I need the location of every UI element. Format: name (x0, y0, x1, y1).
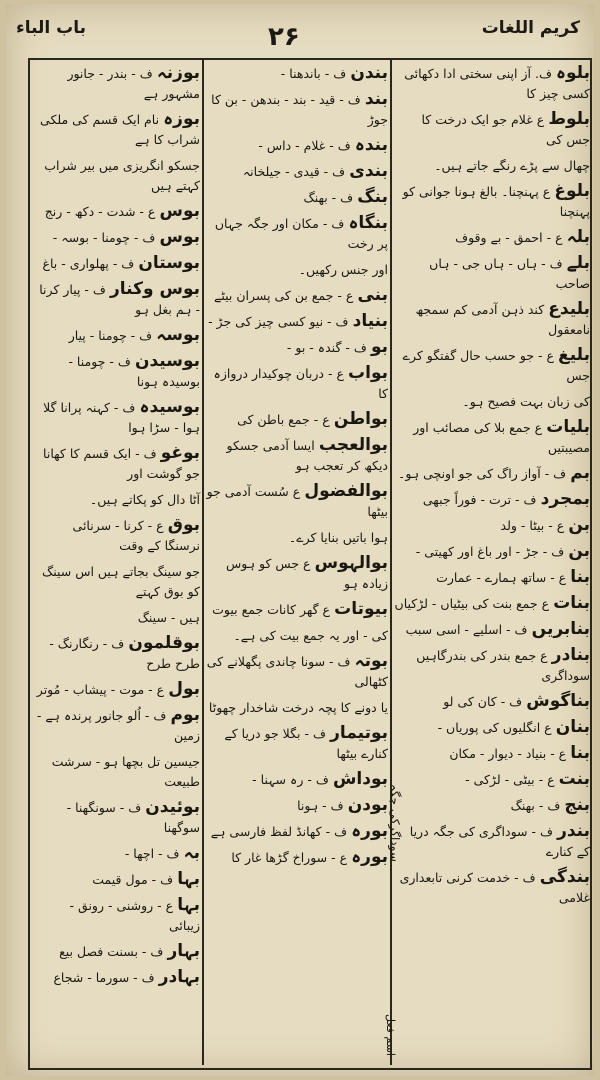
dictionary-entry (394, 300, 590, 340)
dictionary-entry (206, 136, 388, 156)
entry-definition: جو سینگ بجاتے ہیں اس سینگ کو بوق کہتے (42, 564, 200, 599)
dictionary-entry (36, 202, 200, 222)
dictionary-entry (394, 228, 590, 248)
dictionary-entry (36, 352, 200, 392)
dictionary-entry (394, 796, 590, 816)
entry-headword: بورہ (351, 847, 388, 867)
entry-definition: ع - جمع باطن کی (237, 412, 330, 427)
dictionary-entry (36, 680, 200, 700)
dictionary-entry (394, 464, 590, 484)
entry-definition: ف - بگلا جو دریا کے کنارے بیٹھا (224, 726, 388, 761)
dictionary-entry (394, 392, 590, 412)
entry-definition: جسکو انگریزی میں بیر شراب کہتے ہیں (44, 158, 200, 193)
entry-headword: بندر (557, 821, 590, 841)
entry-definition: ع - شدت - دکھ - رنج (44, 204, 156, 219)
entry-headword: بنان (555, 717, 590, 737)
entry-definition: ع - روشنی - رونق - زیبائی (69, 898, 200, 933)
entry-definition: نام ایک قسم کی ملکی شراب کا ہے (40, 112, 200, 147)
dictionary-entry (36, 798, 200, 838)
entry-headword: بہ (183, 843, 200, 863)
entry-definition: ع - جمع بن کی پسران بیٹے (214, 288, 354, 303)
entry-headword: بوقلمون (128, 633, 200, 653)
entry-headword: بورہ (351, 821, 388, 841)
entry-definition: ع جمع بلا کی مصائب اور مصیبتیں (413, 420, 590, 455)
entry-definition: ف - آواز راگ کی جو اونچی ہو۔ (398, 466, 567, 481)
entry-definition: جیسین تل بچھا ہو - سرشت طبیعت (51, 754, 200, 789)
entry-headword: بوستان (138, 253, 200, 273)
dictionary-entry (36, 896, 200, 936)
entry-headword: بندی (349, 161, 388, 181)
entry-definition: ف - مول قیمت (92, 872, 174, 887)
dictionary-entry (36, 64, 200, 104)
left-column (36, 64, 200, 1064)
dictionary-entry (206, 770, 388, 790)
entry-definition: ع انگلیوں کی پوریاں - (437, 720, 552, 735)
dictionary-entry (206, 188, 388, 208)
entry-definition: ف - کہنہ پرانا گلا ہوا - سڑا ہوا (43, 400, 200, 435)
entry-definition: ع جس کو ہوس زیادہ ہو (226, 556, 388, 591)
entry-headword: بوسیدہ (139, 397, 200, 417)
entry-headword: بنابریں (531, 619, 590, 639)
entry-headword: بوسیدن (134, 351, 200, 371)
entry-headword: بوزہ (163, 109, 200, 129)
entry-headword: بوزنہ (156, 63, 200, 83)
entry-definition: ف - باندھنا - (280, 66, 347, 81)
entry-definition: ایسا آدمی جسکو دیکھ کر تعجب ہو (226, 438, 388, 473)
page-number: ۲۶ (268, 22, 300, 52)
entry-headword: بہا (177, 895, 200, 915)
dictionary-entry (394, 64, 590, 104)
dictionary-entry (36, 752, 200, 792)
entry-definition: ع جمع بندر کی بندرگاہیں سوداگری (416, 648, 590, 683)
margin-note-vertical-2: اسم فعل (384, 1014, 397, 1056)
entry-definition: ف - سوداگری کی جگہ دریا کے کنارے (409, 824, 590, 859)
dictionary-entry (394, 346, 590, 386)
entry-definition: کی - اور یہ جمع بیت کی ہے۔ (233, 628, 388, 643)
entry-definition: ف - مکان اور جگہ جہاں پر رخت (214, 216, 388, 251)
entry-definition: ع - بنیاد - دیوار - مکان (449, 746, 567, 761)
entry-headword: بنج (564, 795, 590, 815)
entry-definition: ف - اُلو جانور پرندہ ہے - زمین (36, 708, 200, 743)
entry-headword: بنی (357, 285, 388, 305)
entry-headword: بندگی (539, 867, 590, 887)
entry-headword: بلیدع (548, 299, 590, 319)
entry-definition: ف - کھانڈ لفظ فارسی ہے (210, 824, 348, 839)
entry-definition: اور جنس رکھیں۔ (298, 262, 388, 277)
entry-definition: ع - کرنا - سرنائی نرسنگا کے وقت (72, 518, 200, 553)
entry-definition: ف - ترت - فوراً جبھی (422, 492, 537, 507)
dictionary-page (6, 4, 594, 1076)
entry-definition: ع - ساتھ ہمارے - عمارت (436, 570, 567, 585)
dictionary-entry (36, 942, 200, 962)
column-divider-2 (390, 60, 392, 1065)
dictionary-entry (394, 156, 590, 176)
dictionary-entry (36, 870, 200, 890)
entry-definition: ف - سونا چاندی پگھلانے کی کٹھالی (206, 654, 388, 689)
dictionary-entry (206, 848, 388, 868)
entry-headword: بنادر (551, 645, 590, 665)
dictionary-entry (206, 162, 388, 182)
dictionary-entry (36, 254, 200, 274)
middle-column (206, 64, 388, 1064)
dictionary-entry (36, 516, 200, 556)
entry-definition: ع سُست آدمی جو بیٹھا (206, 484, 388, 519)
entry-headword: بمجرد (540, 489, 590, 509)
entry-definition: ف - پیار کرنا - ہم بغل ہو (39, 282, 200, 317)
dictionary-entry (394, 692, 590, 712)
entry-headword: بلوہ (556, 63, 590, 83)
entry-headword: بنگ (357, 187, 388, 207)
dictionary-entry (206, 90, 388, 130)
entry-definition: ہیں - سینگ (137, 610, 200, 625)
entry-headword: بوس (159, 227, 200, 247)
entry-headword: بواب (348, 363, 388, 383)
entry-headword: بودن (347, 795, 388, 815)
entry-definition: ف - قید - بند - بندھن - بن کا جوڑ (211, 92, 388, 127)
dictionary-entry (206, 600, 388, 620)
entry-definition: ع - احمق - بے وقوف (455, 230, 563, 245)
entry-definition: ع - موت - پیشاب - مُوتر (36, 682, 165, 697)
dictionary-entry (394, 418, 590, 458)
entry-headword: بواطن (333, 409, 388, 429)
dictionary-entry (394, 516, 590, 536)
column-divider-1 (202, 60, 204, 1065)
dictionary-entry (394, 568, 590, 588)
entry-definition: ف - چومنا - بوسہ - (52, 230, 156, 245)
header-section-title: باب الباء (16, 18, 86, 38)
entry-definition: ع - بیٹی - لڑکی - (465, 772, 555, 787)
entry-definition: ف - چومنا - پیار (68, 328, 153, 343)
dictionary-entry (206, 482, 388, 522)
entry-headword: بم (570, 463, 590, 483)
dictionary-entry (206, 364, 388, 404)
entry-headword: بوغو (160, 443, 200, 463)
dictionary-entry (394, 646, 590, 686)
entry-definition: چھال سے پڑے رنگے جاتے ہیں۔ (434, 158, 590, 173)
entry-definition: ف - جڑ - اور باغ اور کھیتی - (415, 544, 565, 559)
margin-note-vertical: سوداگرکی جگہ (388, 784, 402, 862)
dictionary-entry (36, 706, 200, 746)
entry-definition: ف - گندہ - بو - (286, 340, 367, 355)
entry-headword: بوم (170, 705, 200, 725)
dictionary-entry (36, 398, 200, 438)
entry-definition: ف - ہونا (297, 798, 344, 813)
entry-headword: بوتہ (354, 651, 388, 671)
dictionary-entry (36, 110, 200, 150)
entry-definition: ف - بندر - جانور مشہور ہے (67, 66, 200, 101)
dictionary-entry (206, 724, 388, 764)
entry-headword: بہادر (158, 967, 200, 987)
entry-definition: آٹا دال کو پکاتے ہیں۔ (89, 492, 200, 507)
entry-headword: بندہ (354, 135, 388, 155)
dictionary-entry (206, 652, 388, 692)
dictionary-entry (206, 286, 388, 306)
dictionary-entry (36, 968, 200, 988)
entry-headword: بوالہوس (314, 553, 388, 573)
dictionary-entry (394, 254, 590, 294)
dictionary-entry (36, 228, 200, 248)
dictionary-entry (206, 528, 388, 548)
entry-headword: بیوتات (334, 599, 388, 619)
dictionary-entry (206, 436, 388, 476)
entry-definition: ع - دربان چوکیدار دروازہ کا (213, 366, 388, 401)
entry-definition: ف - رہ سہنا - (252, 772, 329, 787)
entry-headword: بن (568, 541, 590, 561)
entry-definition: ع جمع بنت کی بیٹیاں - لڑکیاں (394, 596, 550, 611)
entry-definition: ف - قیدی - جیلخانہ (242, 164, 346, 179)
entry-definition: کند ذہن آدمی کم سمجھ نامعقول (415, 302, 590, 337)
dictionary-entry (206, 64, 388, 84)
entry-definition: ہوا باتیں بنایا کرے۔ (288, 530, 388, 545)
entry-headword: بوداش (332, 769, 388, 789)
entry-headword: بوئیدن (145, 797, 200, 817)
dictionary-entry (206, 260, 388, 280)
entry-definition: ع پہنچنا۔ بالغ ہونا جوانی کو پہنچنا (402, 184, 590, 219)
entry-definition: ف - سونگھنا - سوگھنا (66, 800, 200, 835)
dictionary-entry (394, 490, 590, 510)
entry-headword: بلیغ (558, 345, 590, 365)
entry-headword: بلوغ (554, 181, 590, 201)
entry-definition: ف - بھنگ (510, 798, 561, 813)
entry-definition: ف - کان کی لو (443, 694, 523, 709)
dictionary-entry (36, 634, 200, 674)
dictionary-entry (206, 554, 388, 594)
entry-definition: کی زبان بہت فصیح ہو۔ (462, 394, 590, 409)
entry-definition: ف - پھلواری - باغ (42, 256, 135, 271)
dictionary-entry (394, 542, 590, 562)
entry-definition: یا دونے کا پچہ درخت شاخدار چھوٹا (208, 700, 388, 715)
dictionary-entry (206, 214, 388, 254)
dictionary-entry (36, 444, 200, 484)
entry-headword: بنات (553, 593, 590, 613)
entry-headword: بنت (558, 769, 590, 789)
dictionary-entry (206, 312, 388, 332)
dictionary-entry (394, 770, 590, 790)
entry-headword: بناگوش (526, 691, 590, 711)
dictionary-entry (36, 490, 200, 510)
entry-definition: ف - اسلیے - اسی سبب (405, 622, 528, 637)
dictionary-entry (206, 410, 388, 430)
entry-definition: ع گھر کانات جمع بیوت (212, 602, 331, 617)
entry-definition: ف - غلام - داس - (258, 138, 351, 153)
header-book-title: کریم اللغات (481, 18, 580, 38)
entry-definition: ع - جو حسب حال گفتگو کرے جس (402, 348, 590, 383)
entry-definition: ف. آز اپنی سختی ادا دکھائی کسی چیز کا (404, 66, 590, 101)
entry-headword: بلوط (548, 109, 590, 129)
dictionary-entry (394, 718, 590, 738)
entry-definition: ع - سوراخ گڑھا غار کا (231, 850, 348, 865)
dictionary-entry (394, 620, 590, 640)
dictionary-entry (206, 698, 388, 718)
entry-headword: بندن (350, 63, 388, 83)
entry-headword: بہا (177, 869, 200, 889)
dictionary-entry (206, 822, 388, 842)
entry-definition: ف - سورما - شجاع (53, 970, 155, 985)
entry-headword: بوالفضول (304, 481, 388, 501)
entry-definition: ف - ایک قسم کا کھانا جو گوشت اور (43, 446, 200, 481)
dictionary-entry (394, 594, 590, 614)
entry-headword: بوس (159, 201, 200, 221)
entry-definition: ف - نیو کسی چیز کی جڑ - (208, 314, 349, 329)
dictionary-entry (394, 822, 590, 862)
entry-headword: بوق (167, 515, 200, 535)
entry-headword: بلہ (566, 227, 590, 247)
entry-definition: ف - بھنگ (303, 190, 354, 205)
dictionary-entry (206, 626, 388, 646)
entry-headword: بنگاہ (348, 213, 388, 233)
entry-definition: ع غلام جو ایک درخت کا جس کی (421, 112, 590, 147)
entry-headword: بلیات (546, 417, 590, 437)
entry-definition: ع - بیٹا - ولد (500, 518, 565, 533)
entry-definition: ف - ہاں - ہاں جی - ہاں صاحب (429, 256, 590, 291)
entry-headword: بلے (566, 253, 590, 273)
entry-definition: ف - بسنت فصل بیع (59, 944, 164, 959)
right-column (394, 64, 590, 1064)
dictionary-entry (36, 326, 200, 346)
entry-definition: ف - خدمت کرنی تابعداری غلامی (399, 870, 590, 905)
entry-definition: ف - رنگارنگ - طرح طرح (49, 636, 200, 671)
dictionary-entry (394, 868, 590, 908)
dictionary-entry (206, 338, 388, 358)
dictionary-entry (206, 796, 388, 816)
entry-headword: بنا (570, 567, 590, 587)
entry-headword: بو (370, 337, 388, 357)
entry-definition: ف - اچھا - (124, 846, 180, 861)
entry-headword: بنیاد (352, 311, 388, 331)
dictionary-entry (394, 182, 590, 222)
entry-headword: بہار (167, 941, 200, 961)
entry-headword: بوالعجب (318, 435, 388, 455)
entry-headword: بن (568, 515, 590, 535)
entry-definition: ف - چومنا - بوسیدہ ہونا (68, 354, 200, 389)
dictionary-entry (394, 110, 590, 150)
dictionary-entry (36, 844, 200, 864)
page-header (6, 4, 594, 50)
dictionary-entry (36, 280, 200, 320)
entry-headword: بند (364, 89, 388, 109)
entry-headword: بوتیمار (330, 723, 388, 743)
dictionary-entry (36, 562, 200, 602)
entry-headword: بول (168, 679, 200, 699)
entry-headword: بوسہ (156, 325, 200, 345)
entry-headword: بنا (570, 743, 590, 763)
entry-headword: بوس وکنار (110, 279, 200, 299)
dictionary-entry (394, 744, 590, 764)
dictionary-entry (36, 156, 200, 196)
dictionary-entry (36, 608, 200, 628)
